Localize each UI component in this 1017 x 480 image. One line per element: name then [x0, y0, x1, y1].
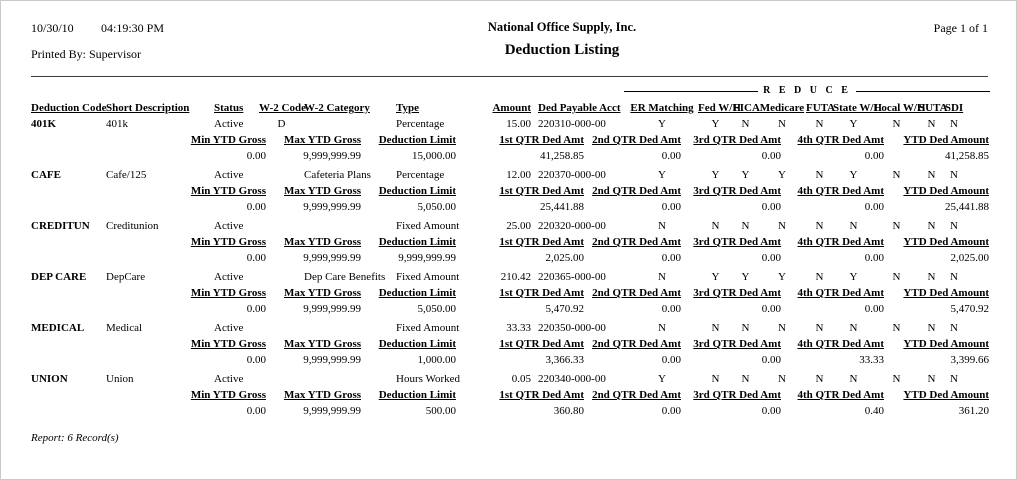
sub-column-header-min-ytd-gross: Min YTD Gross — [190, 287, 266, 299]
local-wh-flag: N — [892, 118, 901, 130]
record-count-summary: Report: 6 Record(s) — [31, 432, 119, 444]
sub-column-header-max-ytd-gross: Max YTD Gross — [284, 236, 361, 248]
ded-payable-acct-value: 220370-000-00 — [538, 169, 606, 181]
fica-flag: N — [741, 220, 750, 232]
qtr2-ded-amt-value: 0.00 — [661, 354, 681, 366]
record-main-row — [31, 116, 988, 132]
max-ytd-gross-value: 9,999,999.99 — [303, 252, 361, 264]
fica-flag: Y — [741, 271, 750, 283]
short-description-value: Union — [106, 373, 134, 385]
amount-value: 210.42 — [500, 271, 531, 283]
ytd-ded-amount-value: 41,258.85 — [945, 150, 989, 162]
sub-column-header-max-ytd-gross: Max YTD Gross — [284, 134, 361, 146]
sub-column-header-1st-qtr-ded-amt: 1st QTR Ded Amt — [499, 338, 584, 350]
column-header-medicare: Medicare — [759, 102, 805, 114]
suta-flag: N — [927, 271, 936, 283]
column-header-w-2-category: W-2 Category — [304, 102, 370, 114]
header-center-block — [266, 15, 858, 67]
column-header-short-description: Short Description — [106, 102, 190, 114]
medicare-flag: Y — [778, 169, 786, 181]
sub-column-header-1st-qtr-ded-amt: 1st QTR Ded Amt — [499, 185, 584, 197]
column-header-suta: SUTA — [919, 102, 948, 114]
record-main-row — [31, 218, 988, 234]
max-ytd-gross-value: 9,999,999.99 — [303, 303, 361, 315]
min-ytd-gross-value: 0.00 — [246, 252, 266, 264]
state-wh-flag: N — [849, 322, 858, 334]
suta-flag: N — [927, 220, 936, 232]
qtr3-ded-amt-value: 0.00 — [761, 201, 781, 213]
sub-column-header-max-ytd-gross: Max YTD Gross — [284, 389, 361, 401]
report-title: Deduction Listing — [504, 42, 620, 58]
print-time: 04:19:30 PM — [101, 21, 165, 35]
medicare-flag: N — [778, 220, 786, 232]
fica-flag: N — [741, 373, 750, 385]
medicare-flag: N — [778, 322, 786, 334]
local-wh-flag: N — [892, 220, 901, 232]
record-block — [31, 320, 988, 368]
medicare-flag: Y — [778, 271, 786, 283]
page-number: Page 1 of 1 — [933, 21, 988, 35]
record-detail-header-row — [31, 234, 988, 250]
fica-flag: Y — [741, 169, 750, 181]
max-ytd-gross-value: 9,999,999.99 — [303, 354, 361, 366]
column-header-local-w-h: Local W/H — [874, 102, 926, 114]
deduction-code-value: DEP CARE — [31, 271, 87, 283]
status-value: Active — [214, 271, 244, 283]
qtr2-ded-amt-value: 0.00 — [661, 252, 681, 264]
table-header-row — [31, 100, 988, 116]
column-header-w-2-code: W-2 Code — [259, 102, 306, 114]
sub-column-header-1st-qtr-ded-amt: 1st QTR Ded Amt — [499, 287, 584, 299]
sub-column-header-4th-qtr-ded-amt: 4th QTR Ded Amt — [797, 236, 884, 248]
er-matching-flag: Y — [658, 169, 666, 181]
ded-payable-acct-value: 220310-000-00 — [538, 118, 606, 130]
sub-column-header-min-ytd-gross: Min YTD Gross — [190, 338, 266, 350]
fed-wh-flag: N — [711, 373, 720, 385]
sub-column-header-3rd-qtr-ded-amt: 3rd QTR Ded Amt — [693, 134, 781, 146]
fica-flag: N — [741, 118, 750, 130]
sub-column-header-ytd-ded-amount: YTD Ded Amount — [903, 134, 989, 146]
min-ytd-gross-value: 0.00 — [246, 201, 266, 213]
w2-code-value: D — [277, 118, 286, 130]
min-ytd-gross-value: 0.00 — [246, 354, 266, 366]
local-wh-flag: N — [892, 373, 901, 385]
sub-column-header-max-ytd-gross: Max YTD Gross — [284, 287, 361, 299]
deduction-code-value: CAFE — [31, 169, 61, 181]
sub-column-header-2nd-qtr-ded-amt: 2nd QTR Ded Amt — [592, 389, 681, 401]
status-value: Active — [214, 322, 244, 334]
medicare-flag: N — [778, 118, 786, 130]
sub-column-header-3rd-qtr-ded-amt: 3rd QTR Ded Amt — [693, 185, 781, 197]
column-header-futa: FUTA — [806, 102, 836, 114]
reduce-line-right — [856, 91, 990, 92]
qtr2-ded-amt-value: 0.00 — [661, 303, 681, 315]
er-matching-flag: N — [658, 220, 666, 232]
qtr3-ded-amt-value: 0.00 — [761, 405, 781, 417]
qtr3-ded-amt-value: 0.00 — [761, 303, 781, 315]
deduction-limit-value: 9,999,999.99 — [398, 252, 456, 264]
record-main-row — [31, 269, 988, 285]
record-block — [31, 116, 988, 164]
sub-column-header-deduction-limit: Deduction Limit — [378, 236, 456, 248]
futa-flag: N — [815, 271, 824, 283]
qtr4-ded-amt-value: 33.33 — [859, 354, 884, 366]
sub-column-header-ytd-ded-amount: YTD Ded Amount — [903, 389, 989, 401]
sub-column-header-deduction-limit: Deduction Limit — [378, 287, 456, 299]
report-header — [31, 15, 988, 67]
sub-column-header-min-ytd-gross: Min YTD Gross — [190, 236, 266, 248]
amount-value: 12.00 — [506, 169, 531, 181]
type-value: Fixed Amount — [396, 322, 460, 334]
local-wh-flag: N — [892, 169, 901, 181]
record-detail-header-row — [31, 387, 988, 403]
record-detail-value-row — [31, 148, 988, 164]
state-wh-flag: Y — [849, 169, 858, 181]
sub-column-header-3rd-qtr-ded-amt: 3rd QTR Ded Amt — [693, 287, 781, 299]
qtr4-ded-amt-value: 0.00 — [864, 303, 884, 315]
w2-category-value — [304, 371, 396, 387]
sub-column-header-3rd-qtr-ded-amt: 3rd QTR Ded Amt — [693, 389, 781, 401]
header-divider — [31, 76, 988, 77]
printed-by-text: Printed By: Supervisor — [31, 47, 141, 61]
type-value: Fixed Amount — [396, 220, 460, 232]
sdi-flag: N — [950, 169, 958, 181]
deduction-limit-value: 1,000.00 — [417, 354, 456, 366]
sub-column-header-min-ytd-gross: Min YTD Gross — [190, 134, 266, 146]
min-ytd-gross-value: 0.00 — [246, 405, 266, 417]
sub-column-header-deduction-limit: Deduction Limit — [378, 134, 456, 146]
sub-column-header-ytd-ded-amount: YTD Ded Amount — [903, 287, 989, 299]
record-detail-value-row — [31, 199, 988, 215]
fica-flag: N — [741, 322, 750, 334]
record-block — [31, 371, 988, 419]
er-matching-flag: N — [658, 322, 666, 334]
futa-flag: N — [815, 220, 824, 232]
sub-column-header-4th-qtr-ded-amt: 4th QTR Ded Amt — [797, 287, 884, 299]
sub-column-header-4th-qtr-ded-amt: 4th QTR Ded Amt — [797, 185, 884, 197]
deduction-code-value: UNION — [31, 373, 68, 385]
suta-flag: N — [927, 322, 936, 334]
column-header-state-w-h: State W/H — [833, 102, 882, 114]
sub-column-header-2nd-qtr-ded-amt: 2nd QTR Ded Amt — [592, 287, 681, 299]
record-main-row — [31, 320, 988, 336]
ytd-ded-amount-value: 25,441.88 — [945, 201, 989, 213]
medicare-flag: N — [778, 373, 786, 385]
local-wh-flag: N — [892, 322, 901, 334]
w2-code-value — [259, 218, 304, 234]
print-date: 10/30/10 — [31, 21, 74, 35]
sub-column-header-3rd-qtr-ded-amt: 3rd QTR Ded Amt — [693, 236, 781, 248]
min-ytd-gross-value: 0.00 — [246, 150, 266, 162]
qtr4-ded-amt-value: 0.00 — [864, 150, 884, 162]
sub-column-header-max-ytd-gross: Max YTD Gross — [284, 185, 361, 197]
amount-value: 25.00 — [506, 220, 531, 232]
ded-payable-acct-value: 220350-000-00 — [538, 322, 606, 334]
sub-column-header-1st-qtr-ded-amt: 1st QTR Ded Amt — [499, 134, 584, 146]
suta-flag: N — [927, 118, 936, 130]
deduction-limit-value: 5,050.00 — [417, 303, 456, 315]
short-description-value: Medical — [106, 322, 143, 334]
type-value: Hours Worked — [396, 373, 460, 385]
w2-code-value — [259, 320, 304, 336]
sub-column-header-2nd-qtr-ded-amt: 2nd QTR Ded Amt — [592, 338, 681, 350]
sub-column-header-ytd-ded-amount: YTD Ded Amount — [903, 185, 989, 197]
amount-value: 15.00 — [506, 118, 531, 130]
w2-code-value — [259, 269, 304, 285]
qtr1-ded-amt-value: 41,258.85 — [540, 150, 584, 162]
record-detail-value-row — [31, 250, 988, 266]
fed-wh-flag: Y — [711, 271, 720, 283]
deduction-code-value: 401K — [31, 118, 57, 130]
qtr1-ded-amt-value: 360.80 — [553, 405, 584, 417]
qtr1-ded-amt-value: 2,025.00 — [545, 252, 584, 264]
qtr4-ded-amt-value: 0.40 — [864, 405, 884, 417]
sub-column-header-4th-qtr-ded-amt: 4th QTR Ded Amt — [797, 338, 884, 350]
max-ytd-gross-value: 9,999,999.99 — [303, 405, 361, 417]
sub-column-header-deduction-limit: Deduction Limit — [378, 338, 456, 350]
er-matching-flag: Y — [658, 118, 666, 130]
futa-flag: N — [815, 322, 824, 334]
column-header-ded-payable-acct: Ded Payable Acct — [538, 102, 621, 114]
type-value: Fixed Amount — [396, 271, 460, 283]
ytd-ded-amount-value: 2,025.00 — [950, 252, 989, 264]
sub-column-header-3rd-qtr-ded-amt: 3rd QTR Ded Amt — [693, 338, 781, 350]
state-wh-flag: Y — [849, 271, 858, 283]
sub-column-header-max-ytd-gross: Max YTD Gross — [284, 338, 361, 350]
short-description-value: 401k — [106, 118, 128, 130]
print-datetime — [31, 15, 266, 41]
type-value: Percentage — [396, 169, 445, 181]
column-header-deduction-code: Deduction Code — [31, 102, 107, 114]
max-ytd-gross-value: 9,999,999.99 — [303, 201, 361, 213]
reduce-line-left — [624, 91, 758, 92]
ded-payable-acct-value: 220365-000-00 — [538, 271, 606, 283]
ytd-ded-amount-value: 5,470.92 — [950, 303, 989, 315]
record-detail-header-row — [31, 336, 988, 352]
record-detail-header-row — [31, 132, 988, 148]
w2-category-value — [304, 116, 396, 132]
sub-column-header-1st-qtr-ded-amt: 1st QTR Ded Amt — [499, 236, 584, 248]
sub-column-header-4th-qtr-ded-amt: 4th QTR Ded Amt — [797, 389, 884, 401]
qtr2-ded-amt-value: 0.00 — [661, 201, 681, 213]
status-value: Active — [214, 169, 244, 181]
short-description-value: Cafe/125 — [106, 169, 147, 181]
qtr3-ded-amt-value: 0.00 — [761, 150, 781, 162]
qtr1-ded-amt-value: 25,441.88 — [540, 201, 584, 213]
deduction-limit-value: 500.00 — [425, 405, 456, 417]
state-wh-flag: Y — [849, 118, 858, 130]
local-wh-flag: N — [892, 271, 901, 283]
sdi-flag: N — [950, 322, 958, 334]
deduction-limit-value: 5,050.00 — [417, 201, 456, 213]
reduce-group-label: R E D U C E — [763, 85, 851, 96]
deduction-code-value: CREDITUN — [31, 220, 90, 232]
sdi-flag: N — [950, 118, 958, 130]
record-main-row — [31, 167, 988, 183]
sub-column-header-2nd-qtr-ded-amt: 2nd QTR Ded Amt — [592, 134, 681, 146]
futa-flag: N — [815, 118, 824, 130]
qtr4-ded-amt-value: 0.00 — [864, 252, 884, 264]
column-header-er-matching: ER Matching — [630, 102, 694, 114]
deduction-code-value: MEDICAL — [31, 322, 85, 334]
record-detail-value-row — [31, 352, 988, 368]
record-block — [31, 167, 988, 215]
futa-flag: N — [815, 373, 824, 385]
sub-column-header-ytd-ded-amount: YTD Ded Amount — [903, 236, 989, 248]
sub-column-header-4th-qtr-ded-amt: 4th QTR Ded Amt — [797, 134, 884, 146]
qtr1-ded-amt-value: 5,470.92 — [545, 303, 584, 315]
column-header-fed-w-h: Fed W/H — [698, 102, 741, 114]
amount-value: 33.33 — [506, 322, 531, 334]
state-wh-flag: N — [849, 373, 858, 385]
state-wh-flag: N — [849, 220, 858, 232]
column-header-sdi: SDI — [944, 102, 964, 114]
status-value: Active — [214, 118, 244, 130]
w2-category-value — [304, 218, 396, 234]
fed-wh-flag: N — [711, 322, 720, 334]
company-name: National Office Supply, Inc. — [487, 20, 637, 34]
reduce-group-header — [624, 85, 990, 97]
w2-code-value — [259, 167, 304, 183]
record-block — [31, 269, 988, 317]
status-value: Active — [214, 373, 244, 385]
sub-column-header-ytd-ded-amount: YTD Ded Amount — [903, 338, 989, 350]
sub-column-header-1st-qtr-ded-amt: 1st QTR Ded Amt — [499, 389, 584, 401]
sdi-flag: N — [950, 271, 958, 283]
suta-flag: N — [927, 169, 936, 181]
record-detail-header-row — [31, 285, 988, 301]
w2-category-value: Cafeteria Plans — [304, 169, 371, 181]
column-header-type: Type — [396, 102, 420, 114]
futa-flag: N — [815, 169, 824, 181]
w2-category-value: Dep Care Benefits — [304, 271, 386, 283]
ded-payable-acct-value: 220340-000-00 — [538, 373, 606, 385]
column-header-status: Status — [214, 102, 244, 114]
max-ytd-gross-value: 9,999,999.99 — [303, 150, 361, 162]
column-header-amount: Amount — [492, 102, 531, 114]
deduction-limit-value: 15,000.00 — [412, 150, 456, 162]
record-main-row — [31, 371, 988, 387]
ded-payable-acct-value: 220320-000-00 — [538, 220, 606, 232]
record-detail-value-row — [31, 403, 988, 419]
qtr2-ded-amt-value: 0.00 — [661, 150, 681, 162]
suta-flag: N — [927, 373, 936, 385]
qtr3-ded-amt-value: 0.00 — [761, 252, 781, 264]
sub-column-header-deduction-limit: Deduction Limit — [378, 389, 456, 401]
sub-column-header-2nd-qtr-ded-amt: 2nd QTR Ded Amt — [592, 236, 681, 248]
qtr3-ded-amt-value: 0.00 — [761, 354, 781, 366]
sub-column-header-deduction-limit: Deduction Limit — [378, 185, 456, 197]
min-ytd-gross-value: 0.00 — [246, 303, 266, 315]
sub-column-header-min-ytd-gross: Min YTD Gross — [190, 185, 266, 197]
amount-value: 0.05 — [511, 373, 531, 385]
er-matching-flag: N — [658, 271, 666, 283]
fed-wh-flag: Y — [711, 118, 720, 130]
qtr1-ded-amt-value: 3,366.33 — [545, 354, 584, 366]
short-description-value: Creditunion — [106, 220, 159, 232]
er-matching-flag: Y — [658, 373, 666, 385]
fed-wh-flag: N — [711, 220, 720, 232]
record-detail-header-row — [31, 183, 988, 199]
status-value: Active — [214, 220, 244, 232]
column-header-fica: FICA — [733, 102, 760, 114]
header-left-block — [31, 15, 266, 67]
short-description-value: DepCare — [106, 271, 146, 283]
sdi-flag: N — [950, 220, 958, 232]
sdi-flag: N — [950, 373, 958, 385]
sub-column-header-min-ytd-gross: Min YTD Gross — [190, 389, 266, 401]
qtr2-ded-amt-value: 0.00 — [661, 405, 681, 417]
w2-code-value — [259, 371, 304, 387]
w2-category-value — [304, 320, 396, 336]
qtr4-ded-amt-value: 0.00 — [864, 201, 884, 213]
fed-wh-flag: Y — [711, 169, 720, 181]
type-value: Percentage — [396, 118, 445, 130]
sub-column-header-2nd-qtr-ded-amt: 2nd QTR Ded Amt — [592, 185, 681, 197]
records-list — [31, 116, 988, 419]
ytd-ded-amount-value: 3,399.66 — [950, 354, 989, 366]
record-detail-value-row — [31, 301, 988, 317]
record-block — [31, 218, 988, 266]
ytd-ded-amount-value: 361.20 — [958, 405, 989, 417]
